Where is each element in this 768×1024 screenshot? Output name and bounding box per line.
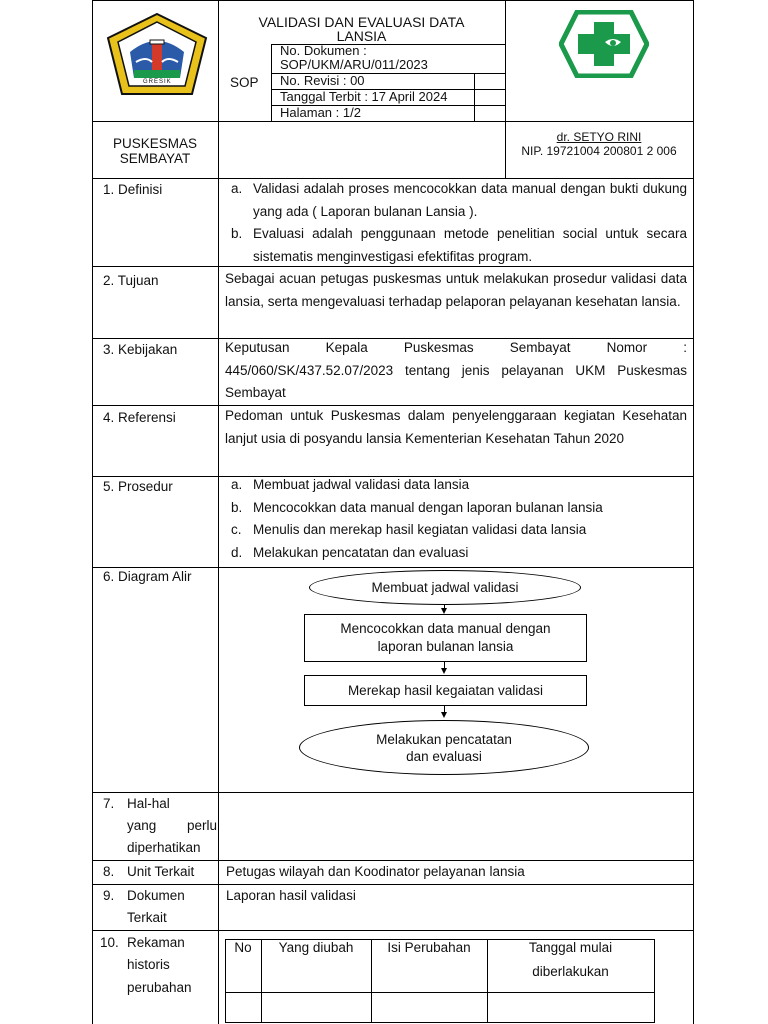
flow-step-match: Mencocokkan data manual dengan laporan bulanan lansia (304, 614, 587, 662)
list-item: a. Membuat jadwal validasi data lansia (231, 477, 470, 492)
revision-number: No. Revisi : 00 (280, 73, 365, 88)
table-header-no: No (234, 940, 252, 955)
section-label-definisi: 1. Definisi (103, 182, 163, 197)
kebijakan-text: Keputusan Kepala Puskesmas Sembayat Nomor : 445/060/SK/437.52.07/2023 tentang jenis pelayanan UKM Puskesmas Sembayat (225, 340, 687, 400)
flow-step-end: Melakukan pencatatan dan evaluasi (299, 720, 589, 775)
list-item: a. Validasi adalah proses mencocokkan data manual dengan bukti dukung yang ada ( Laporan bulanan Lansia ). (231, 181, 687, 219)
section-label-prosedur: 5. Prosedur (103, 479, 173, 494)
flow-step-recap: Merekap hasil kegaiatan validasi (304, 675, 587, 706)
doc-number-label: No. Dokumen : (280, 43, 367, 58)
list-item: b. Mencocokkan data manual dengan laporan bulanan lansia (231, 499, 603, 515)
doc-number-value: SOP/UKM/ARU/011/2023 (280, 57, 428, 72)
organization-name-line2: SEMBAYAT (119, 151, 191, 166)
table-header-date-line2: diberlakukan (532, 964, 609, 979)
prosedur-list (225, 474, 687, 564)
flow-arrowhead (441, 712, 447, 718)
logo-gresik (106, 12, 208, 96)
issue-date: Tanggal Terbit : 17 April 2024 (280, 89, 448, 104)
section-label-diagram: 6. Diagram Alir (103, 569, 192, 584)
logo-puskesmas (559, 10, 649, 78)
page-number: Halaman : 1/2 (280, 105, 361, 120)
logo-caption: GRESIK (143, 79, 172, 85)
definisi-content (225, 178, 687, 268)
unit-text: Petugas wilayah dan Koodinator pelayanan lansia (226, 864, 525, 879)
referensi-text: Pedoman untuk Puskesmas dalam penyelenggaraan kegiatan Kesehatan lanjut usia di posyandu lansia Kementerian Kesehatan Tahun 2020 (225, 408, 687, 446)
list-item: d. Melakukan pencatatan dan evaluasi (231, 544, 469, 560)
dokumen-text: Laporan hasil validasi (226, 888, 356, 903)
organization-name-line1: PUSKESMAS (112, 136, 198, 151)
table-header-date-line1: Tanggal mulai (528, 940, 613, 955)
flow-arrowhead (441, 668, 447, 674)
tujuan-text: Sebagai acuan petugas puskesmas untuk melakukan prosedur validasi data lansia, serta mengevaluasi terhadap pelaporan pelayanan kesehatan lansia. (225, 271, 687, 309)
list-item: c. Menulis dan merekap hasil kegiatan validasi data lansia (231, 522, 587, 537)
flow-step-start: Membuat jadwal validasi (309, 570, 581, 605)
list-item: b. Evaluasi adalah penggunaan metode penelitian social untuk secara sistematis menginvestigasi efektifitas program. (231, 226, 687, 264)
section-label-referensi: 4. Referensi (103, 410, 176, 425)
table-header-changed: Yang diubah (278, 940, 354, 955)
section-label-tujuan: 2. Tujuan (103, 273, 159, 288)
sop-title-line2: LANSIA (336, 28, 387, 44)
puskesmas-logo-icon (559, 10, 649, 78)
sop-title-line1: VALIDASI DAN EVALUASI DATA (258, 14, 465, 30)
signer-nip: NIP. 19721004 200801 2 006 (521, 144, 677, 158)
signer-name: dr. SETYO RINI (556, 130, 642, 144)
sop-label: SOP (230, 75, 259, 90)
section-label-kebijakan: 3. Kebijakan (103, 342, 178, 357)
table-header-content: Isi Perubahan (387, 940, 471, 955)
